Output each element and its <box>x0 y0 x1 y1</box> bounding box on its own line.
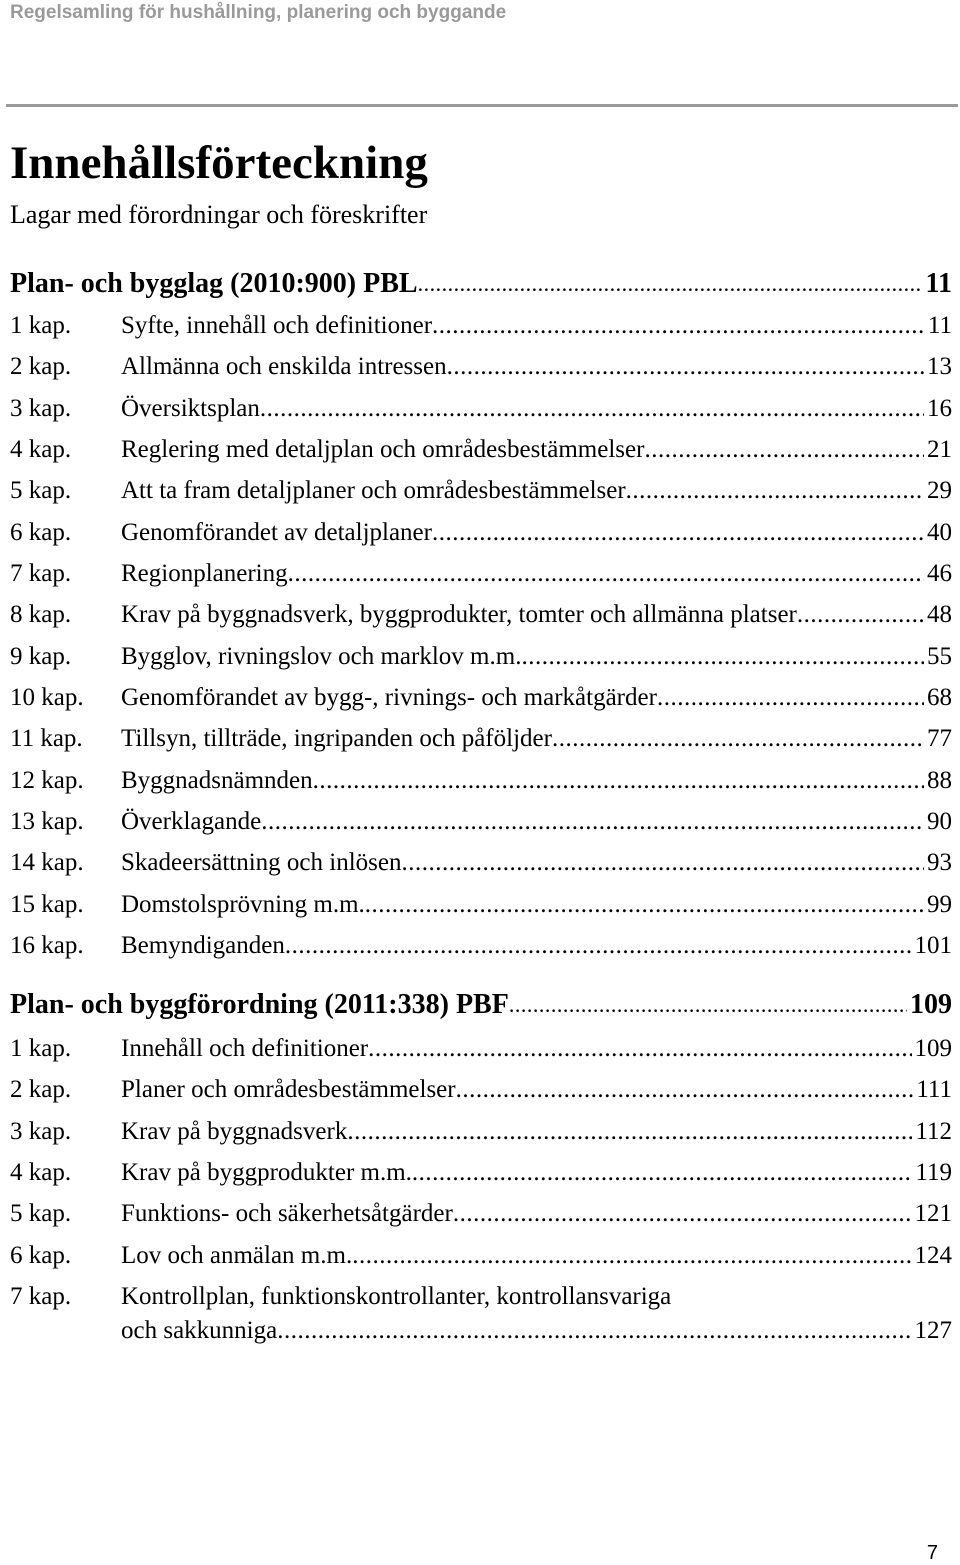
dot-leader <box>365 888 924 922</box>
chapter-title: Genomförandet av detaljplaner <box>121 519 432 546</box>
dot-leader <box>447 350 924 384</box>
chapter-number: 12 kap. <box>10 767 84 794</box>
chapter-title: Regionplanering <box>121 560 288 587</box>
page-number: 21 <box>927 436 952 463</box>
chapter-number: 7 kap. <box>10 560 72 587</box>
page-number: 13 <box>927 353 952 380</box>
page-number: 68 <box>927 684 952 711</box>
toc-entry[interactable] <box>10 640 952 674</box>
toc-entry[interactable] <box>10 1115 952 1149</box>
toc-entry[interactable] <box>10 309 952 343</box>
page-number: 119 <box>915 1159 952 1186</box>
dot-leader <box>552 722 924 756</box>
chapter-title: Överklagande <box>121 808 262 835</box>
page-number: 127 <box>914 1317 952 1344</box>
toc-entry[interactable] <box>10 474 952 508</box>
dot-leader <box>368 1032 911 1066</box>
chapter-title: Krav på byggprodukter m.m. <box>121 1159 412 1186</box>
page-number: 93 <box>927 849 952 876</box>
page-number: 16 <box>927 395 952 422</box>
chapter-title: Skadeersättning och inlösen <box>121 849 402 876</box>
section-page-number: 11 <box>925 268 952 299</box>
dot-leader <box>347 1115 912 1149</box>
page-number: 101 <box>914 932 952 959</box>
chapter-title: Syfte, innehåll och definitioner <box>121 312 433 339</box>
chapter-number: 4 kap. <box>10 1159 72 1186</box>
chapter-number: 13 kap. <box>10 808 84 835</box>
toc-entry[interactable] <box>10 681 952 715</box>
chapter-title: Bygglov, rivningslov och marklov m.m. <box>121 643 522 670</box>
chapter-title: Tillsyn, tillträde, ingripanden och påföljder <box>121 725 552 752</box>
toc-entry[interactable] <box>10 433 952 467</box>
chapter-number: 10 kap. <box>10 684 84 711</box>
dot-leader <box>453 1197 912 1231</box>
chapter-title-continuation: och sakkunniga <box>121 1317 278 1344</box>
toc-entry[interactable] <box>10 805 952 839</box>
page-number-footer: 7 <box>926 1542 938 1564</box>
page-number: 48 <box>927 601 952 628</box>
chapter-title: Att ta fram detaljplaner och områdesbestämmelser <box>121 477 626 504</box>
dot-leader <box>432 309 925 343</box>
toc-entry[interactable] <box>10 557 952 591</box>
page-number: 11 <box>927 312 952 339</box>
section-title: Plan- och bygglag (2010:900) PBL <box>10 268 418 299</box>
page-number: 109 <box>914 1035 952 1062</box>
dot-leader <box>285 929 912 963</box>
toc-entry[interactable] <box>10 1239 952 1273</box>
chapter-title: Genomförandet av bygg-, rivnings- och markåtgärder <box>121 684 657 711</box>
section-title: Plan- och byggförordning (2011:338) PBF <box>10 989 509 1020</box>
dot-leader <box>313 764 924 798</box>
chapter-title: Krav på byggnadsverk <box>121 1118 348 1145</box>
running-header: Regelsamling för hushållning, planering och byggande <box>10 2 507 23</box>
chapter-title: Översiktsplan <box>121 395 260 422</box>
chapter-number: 16 kap. <box>10 932 84 959</box>
section-heading-pbl[interactable] <box>10 266 952 302</box>
chapter-number: 11 kap. <box>10 725 83 752</box>
toc-entry[interactable] <box>10 888 952 922</box>
chapter-number: 14 kap. <box>10 849 84 876</box>
toc-entry[interactable] <box>10 516 952 550</box>
dot-leader <box>657 681 924 715</box>
header-rule <box>6 104 958 107</box>
dot-leader <box>352 1239 911 1273</box>
toc-entry[interactable] <box>10 392 952 426</box>
toc-entry[interactable] <box>10 1280 952 1348</box>
toc-entry[interactable] <box>10 764 952 798</box>
page-number: 111 <box>916 1076 952 1103</box>
toc-entry[interactable] <box>10 598 952 632</box>
page-number: 55 <box>927 643 952 670</box>
page-number: 88 <box>927 767 952 794</box>
dot-leader <box>260 392 924 426</box>
chapter-number: 3 kap. <box>10 395 72 422</box>
chapter-number: 6 kap. <box>10 519 72 546</box>
chapter-title: Domstolsprövning m.m. <box>121 891 365 918</box>
dot-leader <box>418 266 923 302</box>
chapter-number: 2 kap. <box>10 353 72 380</box>
chapter-number: 9 kap. <box>10 643 72 670</box>
dot-leader <box>277 1314 911 1348</box>
chapter-title: Planer och områdesbestämmelser <box>121 1076 456 1103</box>
page-title: Innehållsförteckning <box>10 137 428 189</box>
toc-entry[interactable] <box>10 1156 952 1190</box>
dot-leader <box>261 805 924 839</box>
toc-entry[interactable] <box>10 722 952 756</box>
toc-entry[interactable] <box>10 350 952 384</box>
chapter-number: 8 kap. <box>10 601 72 628</box>
page-number: 90 <box>927 808 952 835</box>
page-number: 112 <box>915 1118 952 1145</box>
toc-entry[interactable] <box>10 1032 952 1066</box>
page-subtitle: Lagar med förordningar och föreskrifter <box>10 200 428 229</box>
page-number: 29 <box>927 477 952 504</box>
chapter-number: 1 kap. <box>10 312 72 339</box>
chapter-title: Innehåll och definitioner <box>121 1035 369 1062</box>
page-number: 121 <box>914 1200 952 1227</box>
chapter-number: 3 kap. <box>10 1118 72 1145</box>
toc-entry[interactable] <box>10 1197 952 1231</box>
dot-leader <box>521 640 924 674</box>
chapter-number: 4 kap. <box>10 436 72 463</box>
section-page-number: 109 <box>910 989 952 1020</box>
chapter-number: 5 kap. <box>10 477 72 504</box>
page-number: 77 <box>927 725 952 752</box>
chapter-number: 15 kap. <box>10 891 84 918</box>
dot-leader <box>432 516 924 550</box>
chapter-title: Byggnadsnämnden <box>121 767 313 794</box>
toc-entry[interactable] <box>10 929 952 963</box>
toc-entry[interactable] <box>10 1073 952 1107</box>
dot-leader <box>456 1073 914 1107</box>
chapter-number: 6 kap. <box>10 1242 72 1269</box>
page-number: 46 <box>927 560 952 587</box>
dot-leader <box>288 557 924 591</box>
chapter-title: Lov och anmälan m.m. <box>121 1242 353 1269</box>
dot-leader <box>402 846 925 880</box>
chapter-title: Bemyndiganden <box>121 932 285 959</box>
chapter-number: 1 kap. <box>10 1035 72 1062</box>
dot-leader <box>644 433 924 467</box>
chapter-title: Kontrollplan, funktionskontrollanter, kontrollansvariga <box>121 1283 672 1310</box>
toc-entry[interactable] <box>10 846 952 880</box>
dot-leader <box>509 987 907 1023</box>
chapter-title: Funktions- och säkerhetsåtgärder <box>121 1200 453 1227</box>
chapter-title: Reglering med detaljplan och områdesbestämmelser <box>121 436 645 463</box>
dot-leader <box>626 474 924 508</box>
page-number: 124 <box>914 1242 952 1269</box>
chapter-number: 7 kap. <box>10 1283 72 1310</box>
chapter-number: 2 kap. <box>10 1076 72 1103</box>
chapter-title: Krav på byggnadsverk, byggprodukter, tomter och allmänna platser <box>121 601 797 628</box>
dot-leader <box>797 598 924 632</box>
chapter-title: Allmänna och enskilda intressen <box>121 353 447 380</box>
page-number: 40 <box>927 519 952 546</box>
dot-leader <box>412 1156 913 1190</box>
chapter-number: 5 kap. <box>10 1200 72 1227</box>
page-number: 99 <box>927 891 952 918</box>
section-heading-pbf[interactable] <box>10 987 952 1023</box>
